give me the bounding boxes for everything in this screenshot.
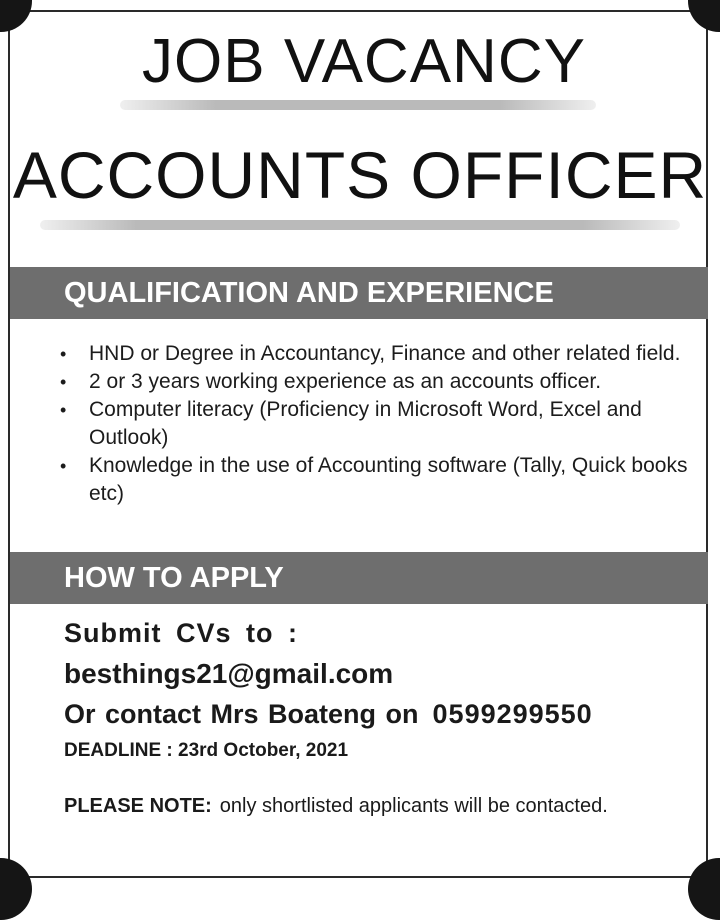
list-item-text: Knowledge in the use of Accounting software (Tally, Quick books etc)	[89, 454, 688, 505]
please-note	[64, 795, 608, 818]
title-position: ACCOUNTS OFFICER	[12, 138, 708, 212]
qualification-list	[58, 340, 688, 508]
list-item	[58, 340, 688, 368]
how-to-apply-heading: HOW TO APPLY	[10, 552, 708, 604]
note-text: only shortlisted applicants will be contacted.	[219, 795, 608, 817]
bullet-icon: •	[60, 344, 67, 364]
list-item	[58, 368, 688, 396]
submit-cv-instruction: Submit CVs to :	[64, 618, 298, 648]
contact-phone: 0599299550	[432, 699, 593, 729]
bullet-icon: •	[60, 456, 67, 476]
qualification-heading: QUALIFICATION AND EXPERIENCE	[10, 267, 708, 319]
contact-text: Or contact Mrs Boateng on	[64, 699, 419, 729]
note-label: PLEASE NOTE:	[64, 795, 212, 817]
title-job-vacancy: JOB VACANCY	[142, 27, 586, 96]
list-item-text: HND or Degree in Accountancy, Finance and other related field.	[89, 342, 681, 365]
list-item	[58, 452, 688, 508]
bullet-icon: •	[60, 400, 67, 420]
position-underline-shadow	[40, 220, 680, 230]
bullet-icon: •	[60, 372, 67, 392]
title-underline-shadow	[120, 100, 596, 110]
list-item	[58, 396, 688, 452]
contact-person-line	[64, 699, 593, 730]
deadline: DEADLINE : 23rd October, 2021	[64, 740, 349, 761]
contact-email: besthings21@gmail.com	[64, 658, 394, 689]
list-item-text: 2 or 3 years working experience as an accounts officer.	[89, 370, 602, 393]
list-item-text: Computer literacy (Proficiency in Microsoft Word, Excel and Outlook)	[89, 398, 642, 449]
